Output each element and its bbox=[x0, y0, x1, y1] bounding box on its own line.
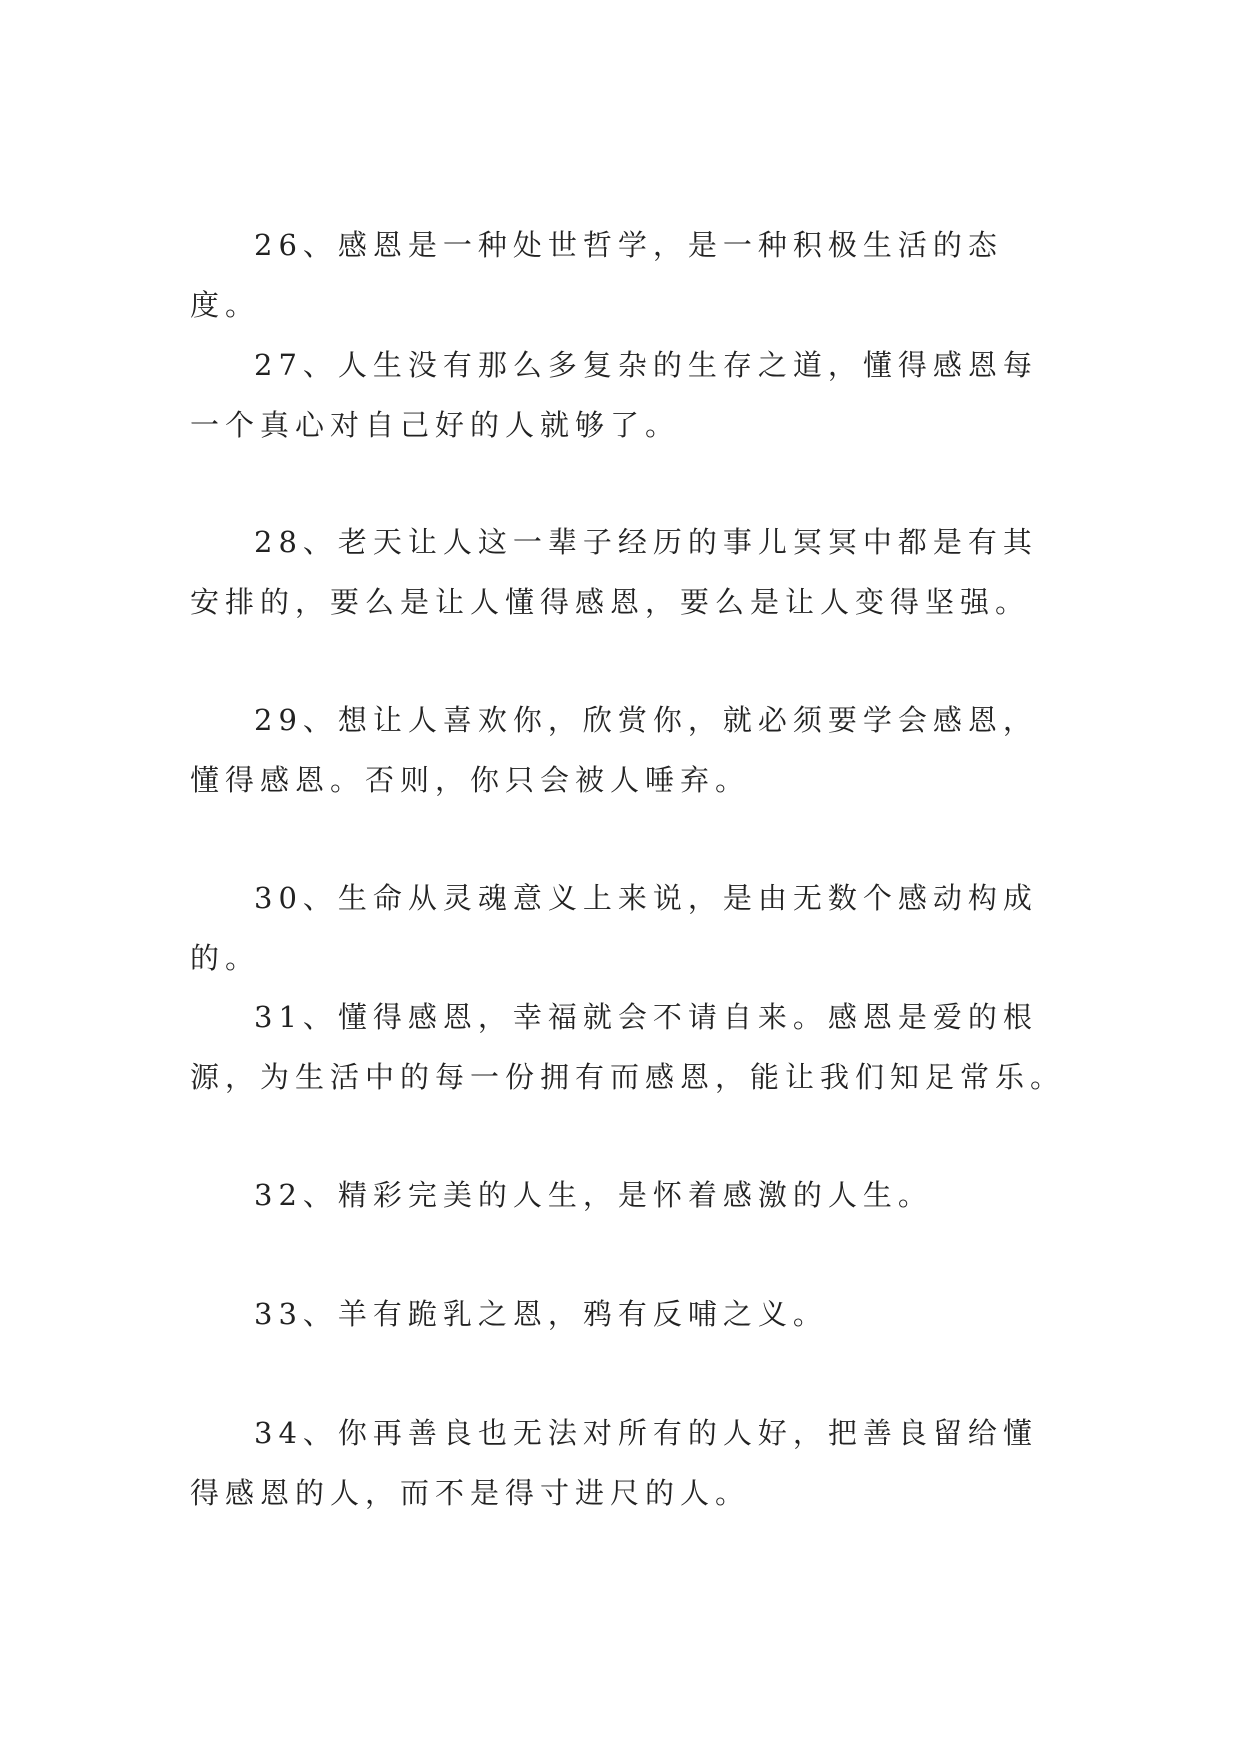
paragraph-30: 30、生命从灵魂意义上来说，是由无数个感动构成的。 bbox=[190, 881, 1038, 975]
paragraph-34: 34、你再善良也无法对所有的人好，把善良留给懂得感恩的人，而不是得寸进尺的人。 bbox=[190, 1416, 1038, 1510]
paragraph-27: 27、人生没有那么多复杂的生存之道，懂得感恩每一个真心对自己好的人就够了。 bbox=[190, 348, 1038, 442]
paragraph-26: 26、感恩是一种处世哲学，是一种积极生活的态度。 bbox=[190, 228, 1003, 322]
paragraph-32: 32、精彩完美的人生，是怀着感激的人生。 bbox=[254, 1178, 933, 1212]
paragraph-33: 33、羊有跪乳之恩，鸦有反哺之义。 bbox=[254, 1297, 828, 1331]
paragraph-28: 28、老天让人这一辈子经历的事儿冥冥中都是有其安排的，要么是让人懂得感恩，要么是让人变得坚强。 bbox=[190, 525, 1038, 619]
paragraph-31: 31、懂得感恩，幸福就会不请自来。感恩是爱的根源，为生活中的每一份拥有而感恩，能让我们知足常乐。 bbox=[190, 1000, 1066, 1094]
paragraph-29: 29、想让人喜欢你，欣赏你，就必须要学会感恩，懂得感恩。否则，你只会被人唾弃。 bbox=[190, 703, 1038, 797]
